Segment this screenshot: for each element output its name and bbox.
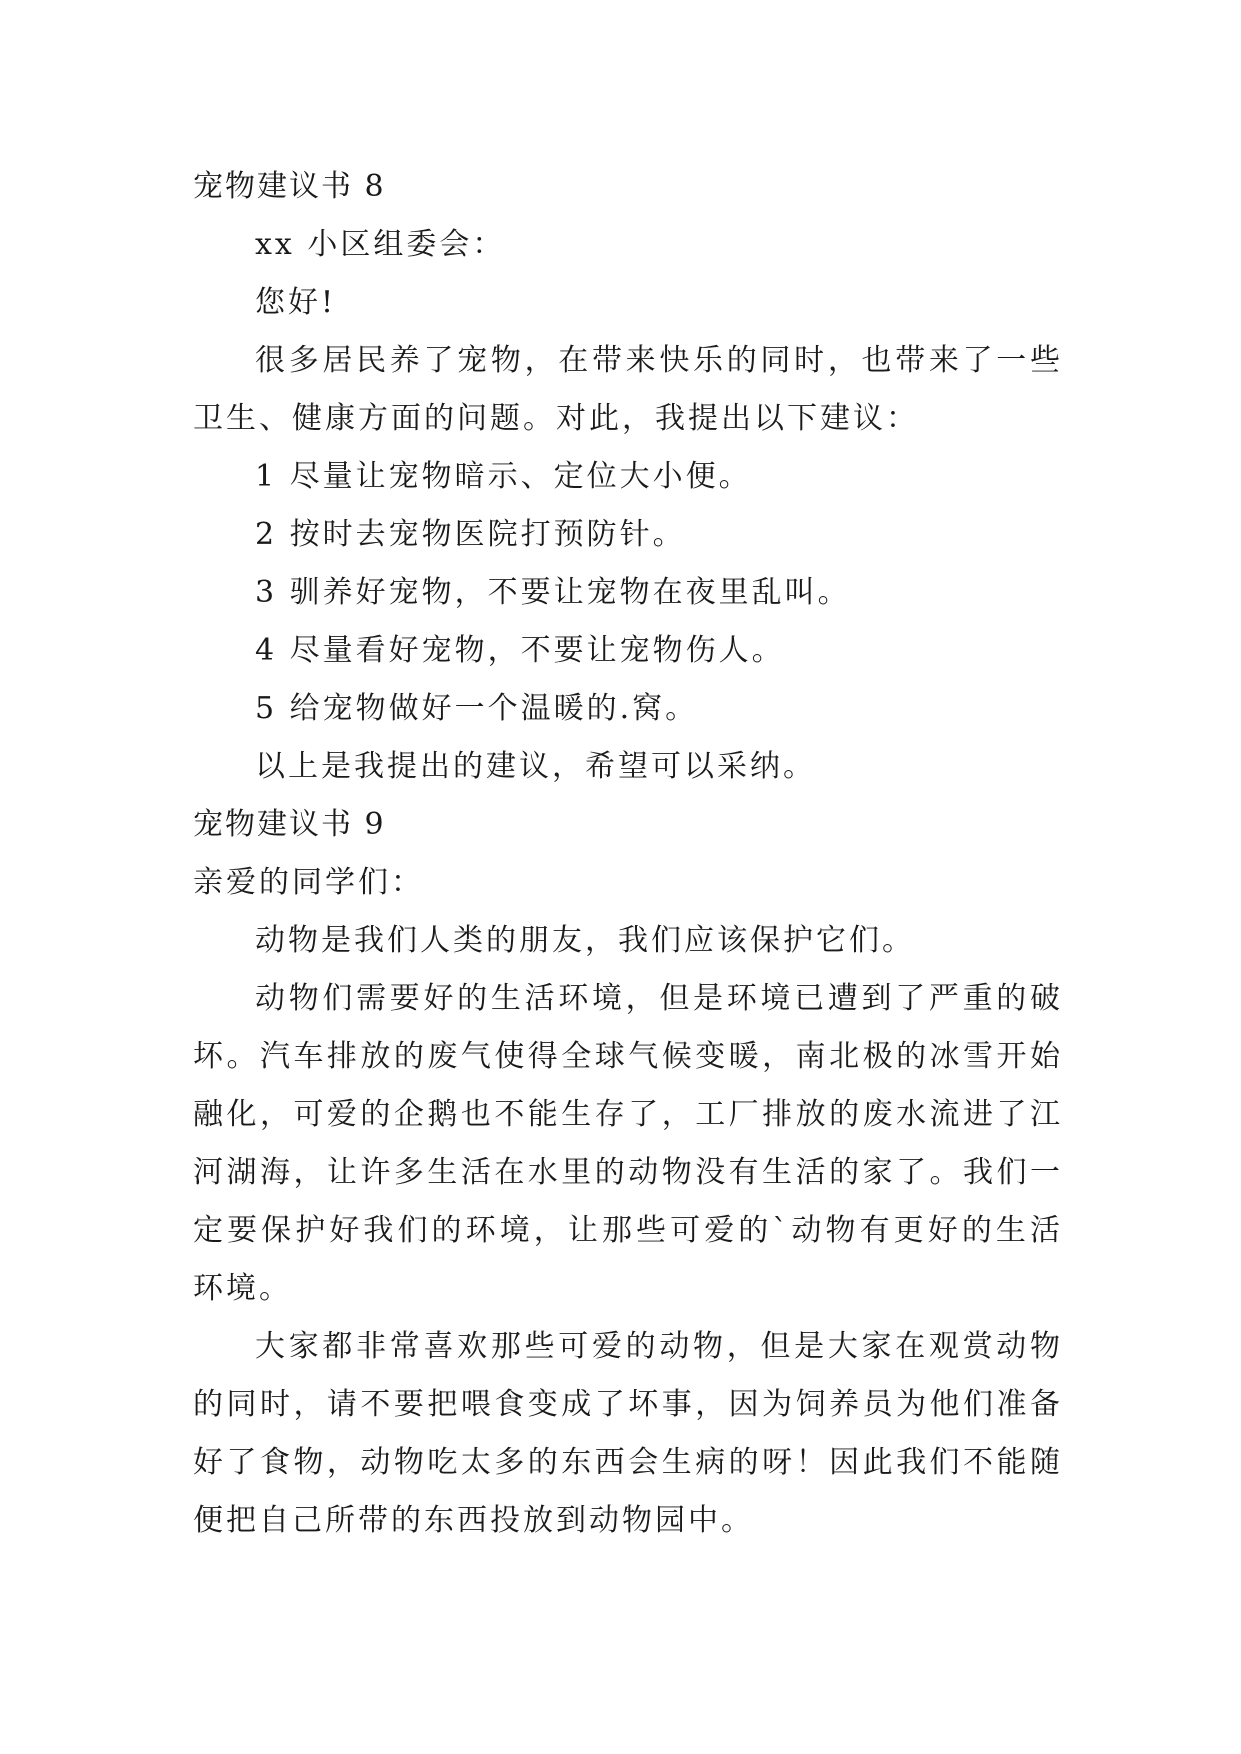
section-8-closing: 以上是我提出的建议，希望可以采纳。 <box>255 749 816 784</box>
section-8-greeting: 您好! <box>255 285 337 320</box>
section-8-item-1: 1 尽量让宠物暗示、定位大小便。 <box>255 459 752 494</box>
section-8-item-5: 5 给宠物做好一个温暖的.窝。 <box>255 691 699 726</box>
section-8-title: 宠物建议书 8 <box>193 169 386 204</box>
section-8-intro: 很多居民养了宠物，在带来快乐的同时，也带来了一些卫生、健康方面的问题。对此，我提出以下建议： <box>193 343 1063 436</box>
section-9-title: 宠物建议书 9 <box>193 807 386 842</box>
section-9-paragraph-2: 动物们需要好的生活环境，但是环境已遭到了严重的破坏。汽车排放的废气使得全球气候变暖，南北极的冰雪开始融化，可爱的企鹅也不能生存了，工厂排放的废水流进了江河湖海，让许多生活在水里的动物没有生活的家了。我们一定要保护好我们的环境，让那些可爱的`动物有更好的生活环境。 <box>193 981 1063 1306</box>
document-body <box>193 158 1063 1550</box>
section-8-item-3: 3 驯养好宠物，不要让宠物在夜里乱叫。 <box>255 575 851 610</box>
section-9-paragraph-3: 大家都非常喜欢那些可爱的动物，但是大家在观赏动物的同时，请不要把喂食变成了坏事，因为饲养员为他们准备好了食物，动物吃太多的东西会生病的呀！因此我们不能随便把自己所带的东西投放到动物园中。 <box>193 1329 1063 1538</box>
section-9-salutation: 亲爱的同学们： <box>193 865 424 900</box>
section-8-salutation: xx 小区组委会： <box>255 227 506 262</box>
section-8-item-4: 4 尽量看好宠物，不要让宠物伤人。 <box>255 633 785 668</box>
section-9-paragraph-1: 动物是我们人类的朋友，我们应该保护它们。 <box>255 923 915 958</box>
section-8-item-2: 2 按时去宠物医院打预防针。 <box>255 517 686 552</box>
